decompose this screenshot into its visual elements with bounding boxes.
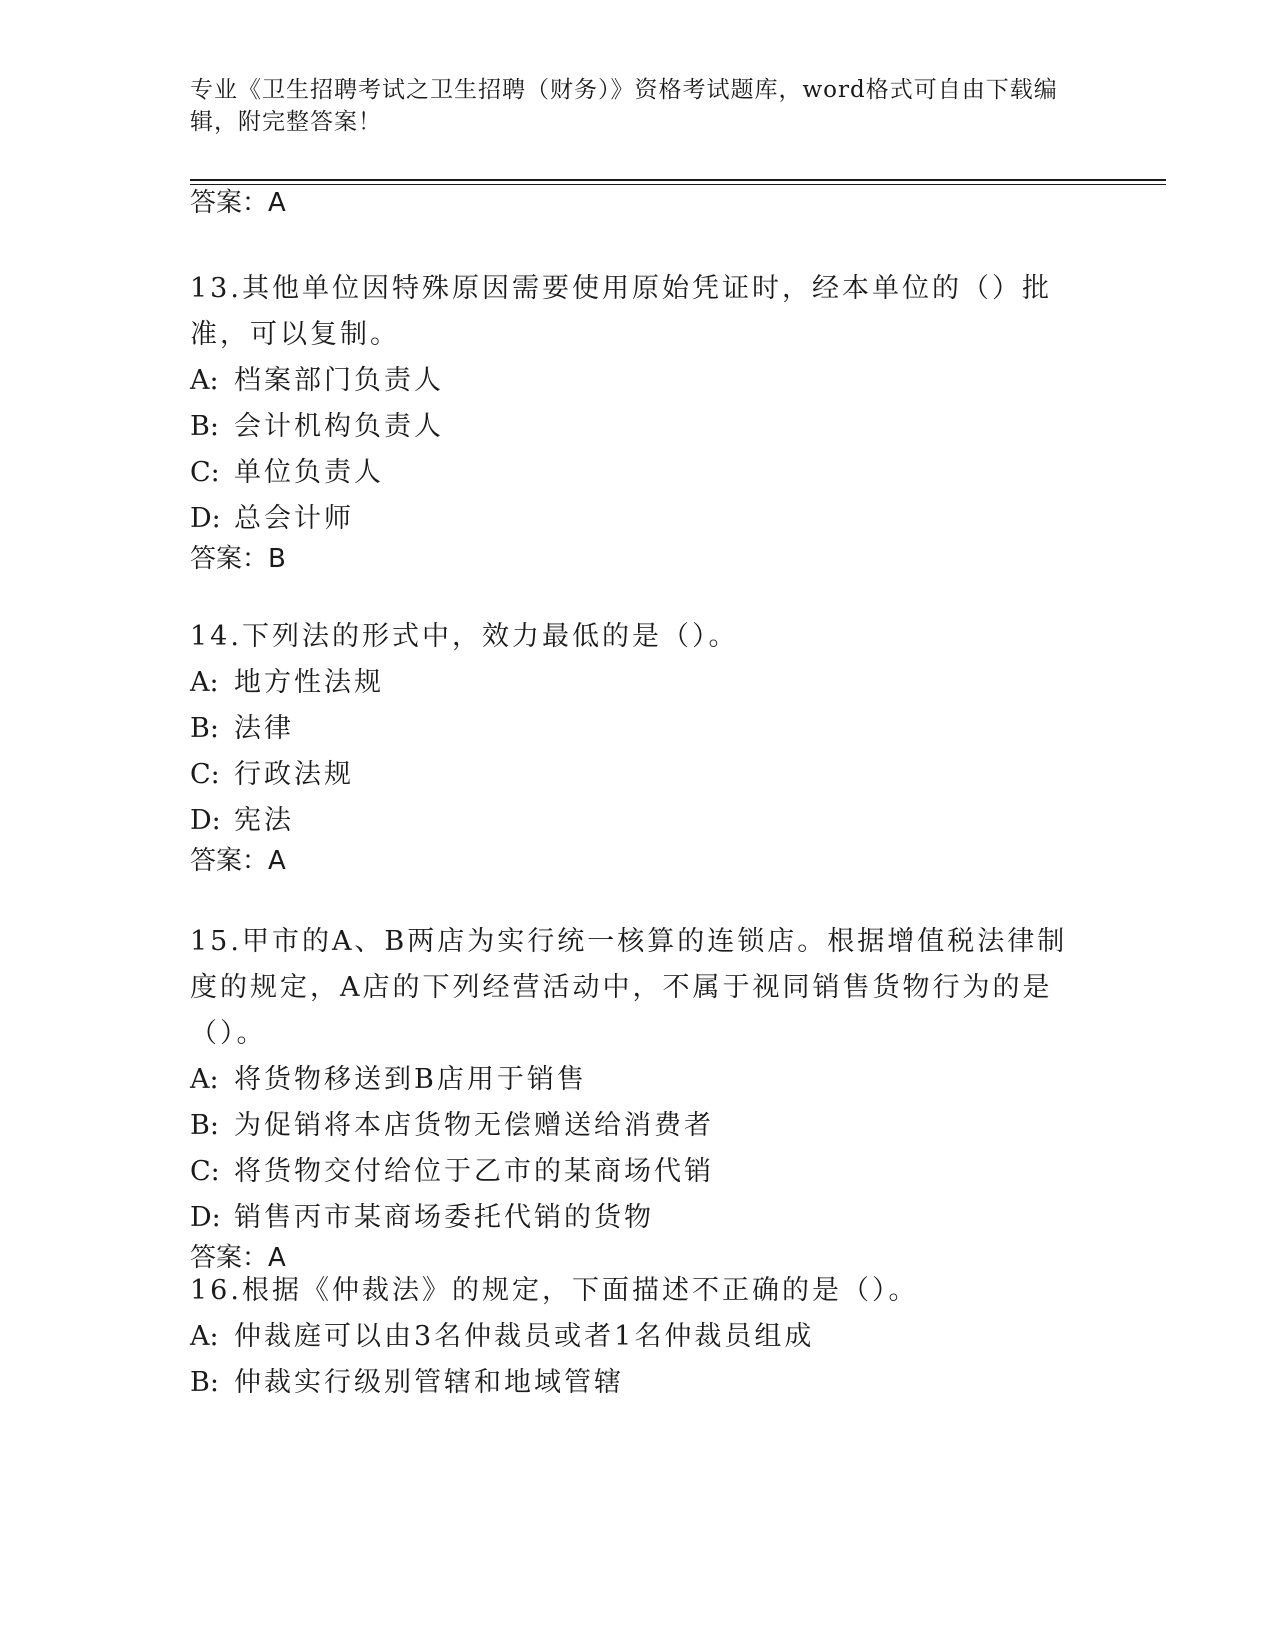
option-text: 地方性法规 — [234, 667, 384, 698]
option-text: 单位负责人 — [234, 457, 384, 488]
question-stem: 16.根据《仲裁法》的规定，下面描述不正确的是（）。 — [190, 1275, 919, 1306]
option-text: 宪法 — [234, 805, 294, 836]
option-b — [190, 706, 1090, 752]
option-text: 销售丙市某商场委托代销的货物 — [234, 1202, 654, 1233]
option-letter: C: — [190, 457, 220, 488]
option-text: 为促销将本店货物无偿赠送给消费者 — [234, 1110, 714, 1141]
option-letter: C: — [190, 759, 220, 790]
option-b — [190, 404, 1090, 450]
question-stem: 15.甲市的A、B两店为实行统一核算的连锁店。根据增值税法律制度的规定，A店的下列经营活动中，不属于视同销售货物行为的是（）。 — [190, 926, 1068, 1049]
question-stem: 14.下列法的形式中，效力最低的是（）。 — [190, 621, 739, 652]
option-text: 仲裁庭可以由3名仲裁员或者1名仲裁员组成 — [234, 1321, 815, 1352]
option-text: 会计机构负责人 — [234, 411, 444, 442]
option-a — [190, 1314, 1090, 1360]
header-divider — [190, 179, 1166, 181]
option-text: 档案部门负责人 — [234, 365, 444, 396]
option-letter: B: — [190, 1110, 219, 1141]
option-text: 将货物移送到B店用于销售 — [234, 1064, 587, 1095]
option-letter: B: — [190, 1367, 219, 1398]
option-text: 仲裁实行级别管辖和地域管辖 — [234, 1367, 624, 1398]
option-text: 行政法规 — [234, 759, 354, 790]
option-d — [190, 798, 1090, 844]
option-letter: A: — [190, 1321, 219, 1352]
option-b — [190, 1360, 1090, 1406]
option-d — [190, 1195, 1090, 1241]
option-letter: B: — [190, 411, 219, 442]
document-header: 专业《卫生招聘考试之卫生招聘（财务）》资格考试题库，word格式可自由下载编辑，附完整答案！ — [190, 77, 1058, 135]
option-a — [190, 358, 1090, 404]
option-d — [190, 496, 1090, 542]
option-c — [190, 752, 1090, 798]
option-letter: B: — [190, 713, 219, 744]
question-13 — [190, 266, 1090, 576]
option-letter: D: — [190, 805, 221, 836]
option-c — [190, 1149, 1090, 1195]
option-b — [190, 1103, 1090, 1149]
option-letter: A: — [190, 667, 219, 698]
option-letter: D: — [190, 503, 221, 534]
question-14 — [190, 614, 1090, 878]
option-c — [190, 450, 1090, 496]
option-text: 将货物交付给位于乙市的某商场代销 — [234, 1156, 714, 1187]
question-16 — [190, 1268, 1090, 1406]
header-divider-thin — [190, 184, 1166, 185]
option-letter: A: — [190, 365, 219, 396]
answer-line: 答案：A — [190, 188, 286, 218]
option-a — [190, 660, 1090, 706]
option-letter: C: — [190, 1156, 220, 1187]
option-text: 总会计师 — [234, 503, 354, 534]
question-stem: 13.其他单位因特殊原因需要使用原始凭证时，经本单位的（）批准，可以复制。 — [190, 273, 1052, 350]
answer-line: 答案：B — [190, 544, 286, 574]
answer-line: 答案：A — [190, 846, 286, 876]
option-letter: D: — [190, 1202, 221, 1233]
option-text: 法律 — [234, 713, 294, 744]
option-letter: A: — [190, 1064, 219, 1095]
option-a — [190, 1057, 1090, 1103]
answer-line: 答案：A — [190, 1243, 286, 1273]
question-15 — [190, 919, 1090, 1275]
